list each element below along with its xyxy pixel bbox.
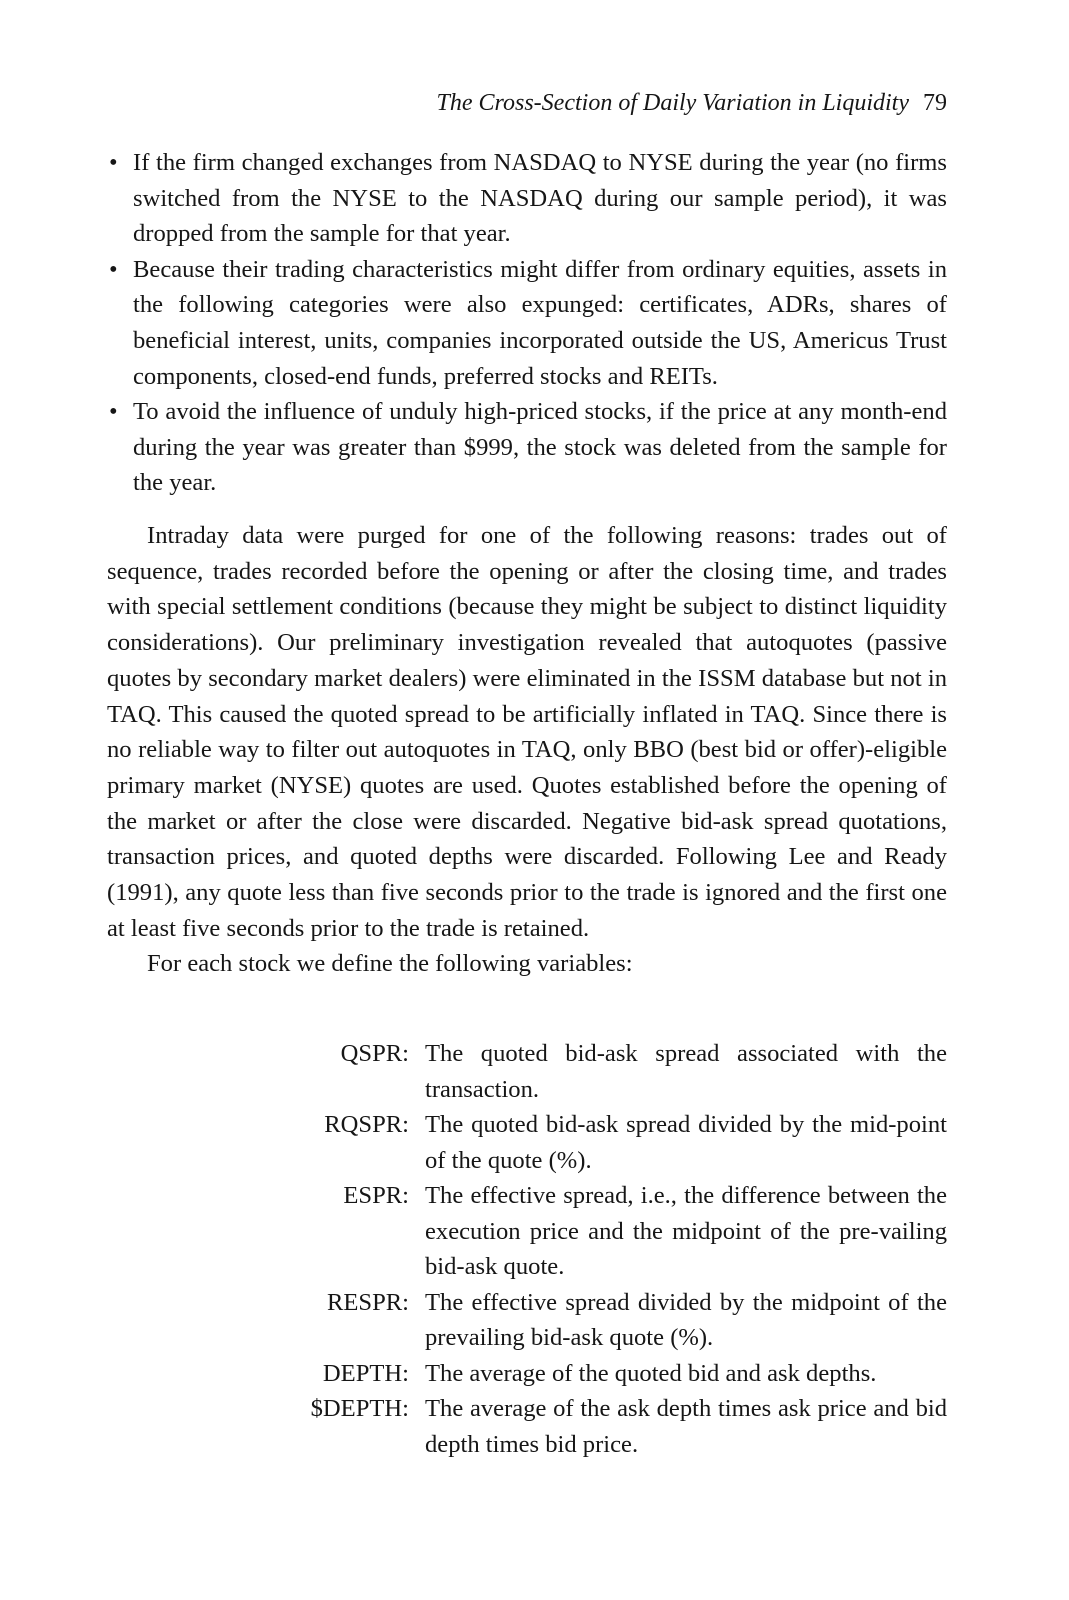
definition-list [107,1036,947,1462]
bullet-marker: • [109,149,118,176]
definition-text: The quoted bid-ask spread associated with the transaction. [425,1040,947,1103]
bullet-text: If the firm changed exchanges from NASDAQ to NYSE during the year (no firms switched from the NYSE to the NASDAQ during our sample period), it was dropped from the sample for that year. [133,149,947,248]
definition-text: The average of the quoted bid and ask depths. [425,1359,877,1387]
page-number: 79 [923,90,947,116]
definition-row [107,1391,947,1462]
definition-text: The effective spread divided by the midpoint of the prevailing bid-ask quote (%). [425,1288,947,1351]
bullet-text: To avoid the influence of unduly high-priced stocks, if the price at any month-end during the year was greater than $999, the stock was deleted from the sample for the year. [133,398,947,497]
bullet-item [107,145,947,252]
bullet-text: Because their trading characteristics might differ from ordinary equities, assets in the following categories were also expunged: certificates, ADRs, shares of beneficial interest, units, companies incorporated outside the US, Americus Trust components, closed-end funds, preferred stocks and REITs. [133,255,947,390]
definition-term: RQSPR: [324,1111,409,1138]
definition-term: DEPTH: [322,1359,409,1387]
bullet-item [107,394,947,501]
definition-term: $DEPTH: [310,1395,409,1422]
definition-row [107,1178,947,1285]
definition-text: The average of the ask depth times ask price and bid depth times bid price. [425,1395,947,1458]
definition-row [107,1285,947,1356]
bullet-item [107,252,947,394]
bullet-marker: • [109,255,118,283]
definition-term: RESPR: [326,1288,409,1316]
bullet-marker: • [109,398,118,426]
body-text [107,518,947,982]
running-head [437,86,947,120]
definition-text: The effective spread, i.e., the difference between the execution price and the midpoint of the pre-vailing bid-ask quote. [425,1182,947,1280]
paragraph-intraday-data: Intraday data were purged for one of the following reasons: trades out of sequence, trades recorded before the opening or after the closing time, and trades with special settlement conditions (because they might be subject to distinct liquidity considerations). Our preliminary investigation revealed that autoquotes (passive quotes by secondary market dealers) were eliminated in the ISSM database but not in TAQ. This caused the quoted spread to be artificially inflated in TAQ. Since there is no reliable way to filter out autoquotes in TAQ, only BBO (best bid or offer)-eligible primary market (NYSE) quotes are used. Quotes established before the opening of the market or after the close were discarded. Negative bid-ask spread quotations, transaction prices, and quoted depths were discarded. Following Lee and Ready (1991), any quote less than five seconds prior to the trade is ignored and the first one at least five seconds prior to the trade is retained. [107,522,947,942]
paragraph-variables-intro: For each stock we define the following variables: [147,950,633,978]
bullet-list [107,145,947,501]
definition-text: The quoted bid-ask spread divided by the mid-point of the quote (%). [425,1111,947,1174]
definition-term: ESPR: [343,1182,409,1209]
definition-row [107,1036,947,1107]
definition-row [107,1356,947,1392]
definition-term: QSPR: [340,1040,409,1067]
definition-row [107,1107,947,1178]
running-head-title: The Cross-Section of Daily Variation in Liquidity [436,90,909,116]
